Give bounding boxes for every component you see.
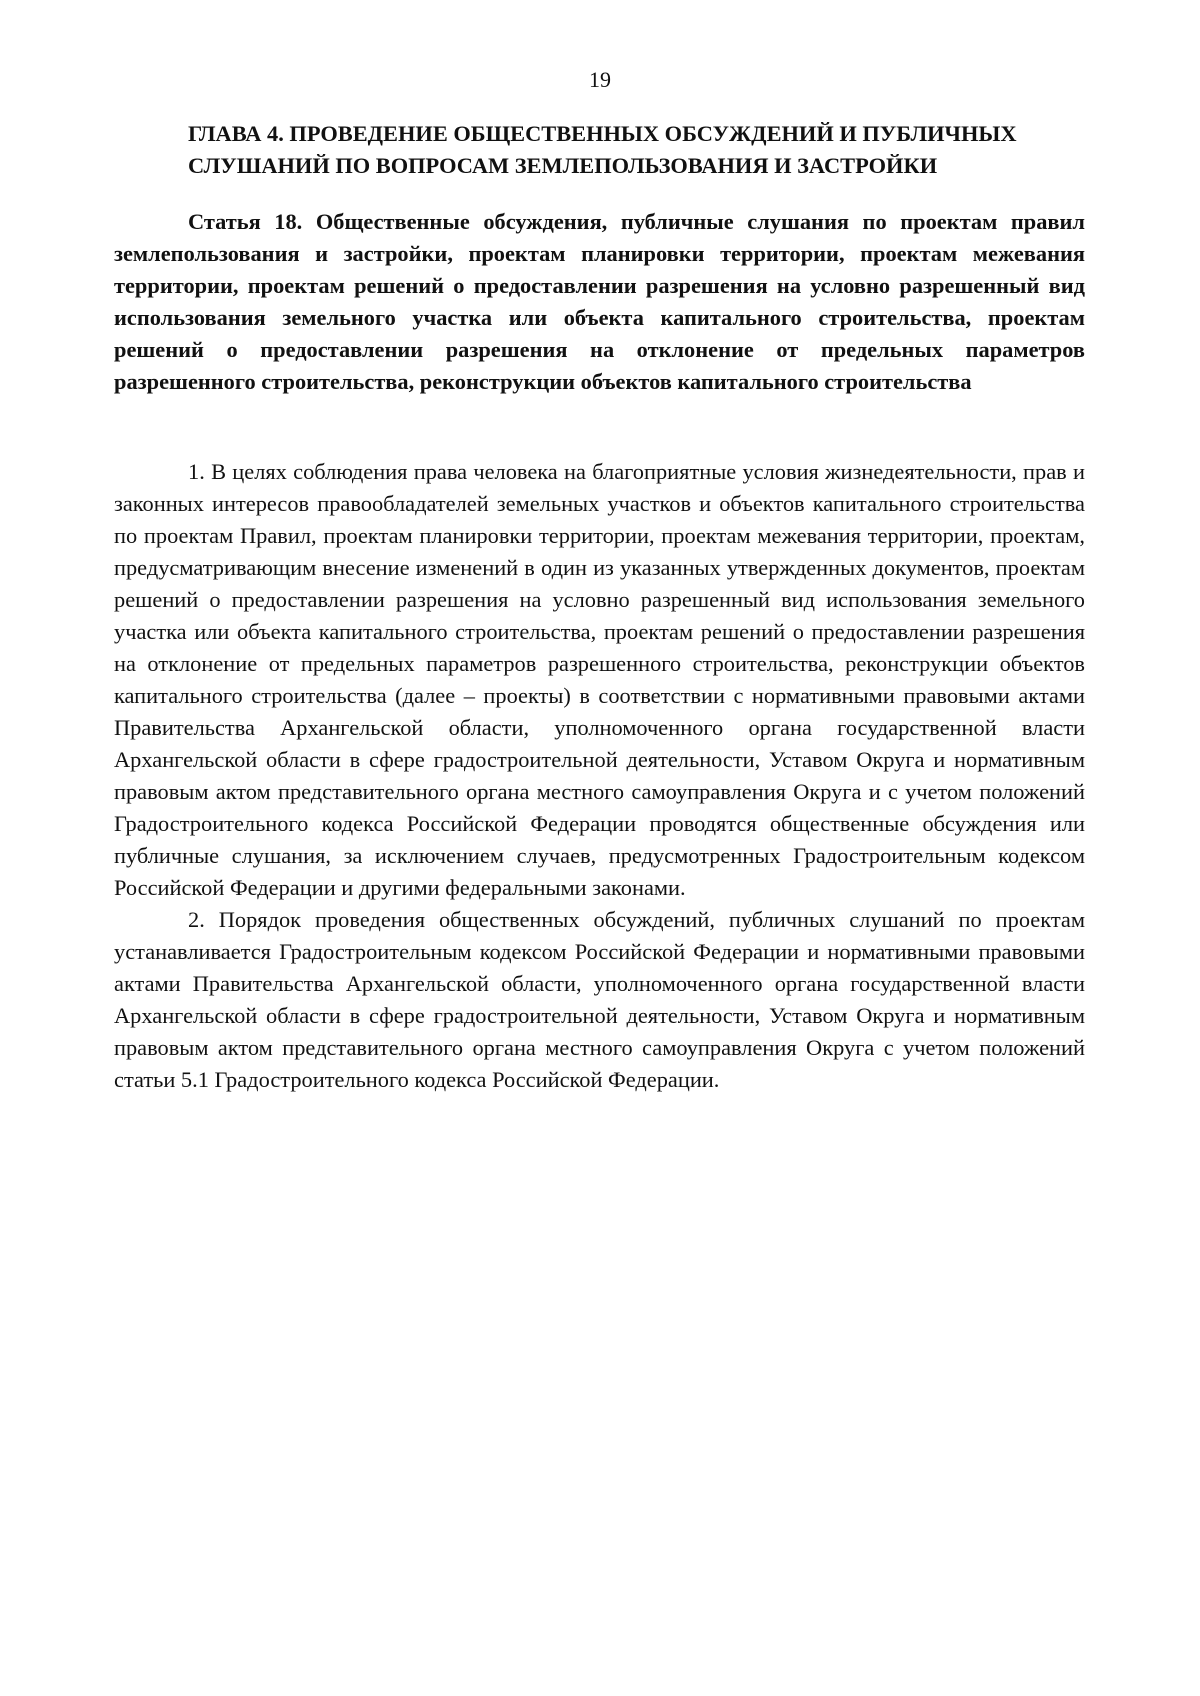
paragraph-2: 2. Порядок проведения общественных обсуждений, публичных слушаний по проектам устанавливается Градостроительным кодексом Российской Федерации и нормативными правовыми актами Правительства Архангельской области, уполномоченного органа государственной власти Архангельской области в сфере градостроительной деятельности, Уставом Округа и нормативным правовым актом представительного органа местного самоуправления Округа с учетом положений статьи 5.1 Градостроительного кодекса Российской Федерации. [114, 907, 1085, 1092]
paragraph-1: 1. В целях соблюдения права человека на благоприятные условия жизнедеятельности, прав и законных интересов правообладателей земельных участков и объектов капитального строительства по проектам Правил, проектам планировки территории, проектам межевания территории, проектам, предусматривающим внесение изменений в один из указанных утвержденных документов, проектам решений о предоставлении разрешения на условно разрешенный вид использования земельного участка или объекта капитального строительства, проектам решений о предоставлении разрешения на отклонение от предельных параметров разрешенного строительства, реконструкции объектов капитального строительства (далее – проекты) в соответствии с нормативными правовыми актами Правительства Архангельской области, уполномоченного органа государственной власти Архангельской области в сфере градостроительной деятельности, Уставом Округа и нормативным правовым актом представительного органа местного самоуправления Округа и с учетом положений Градостроительного кодекса Российской Федерации проводятся общественные обсуждения или публичные слушания, за исключением случаев, предусмотренных Градостроительным кодексом Российской Федерации и другими федеральными законами. [114, 459, 1085, 900]
page-number: 19 [589, 67, 611, 92]
chapter-title: ГЛАВА 4. ПРОВЕДЕНИЕ ОБЩЕСТВЕННЫХ ОБСУЖДЕНИЙ И ПУБЛИЧНЫХ СЛУШАНИЙ ПО ВОПРОСАМ ЗЕМЛЕПОЛЬЗОВАНИЯ И ЗАСТРОЙКИ [188, 121, 1017, 178]
article-title: Статья 18. Общественные обсуждения, публичные слушания по проектам правил землепользования и застройки, проектам планировки территории, проектам межевания территории, проектам решений о предоставлении разрешения на условно разрешенный вид использования земельного участка или объекта капитального строительства, проектам решений о предоставлении разрешения на отклонение от предельных параметров разрешенного строительства, реконструкции объектов капитального строительства [114, 209, 1085, 394]
article-body [114, 456, 1085, 1096]
